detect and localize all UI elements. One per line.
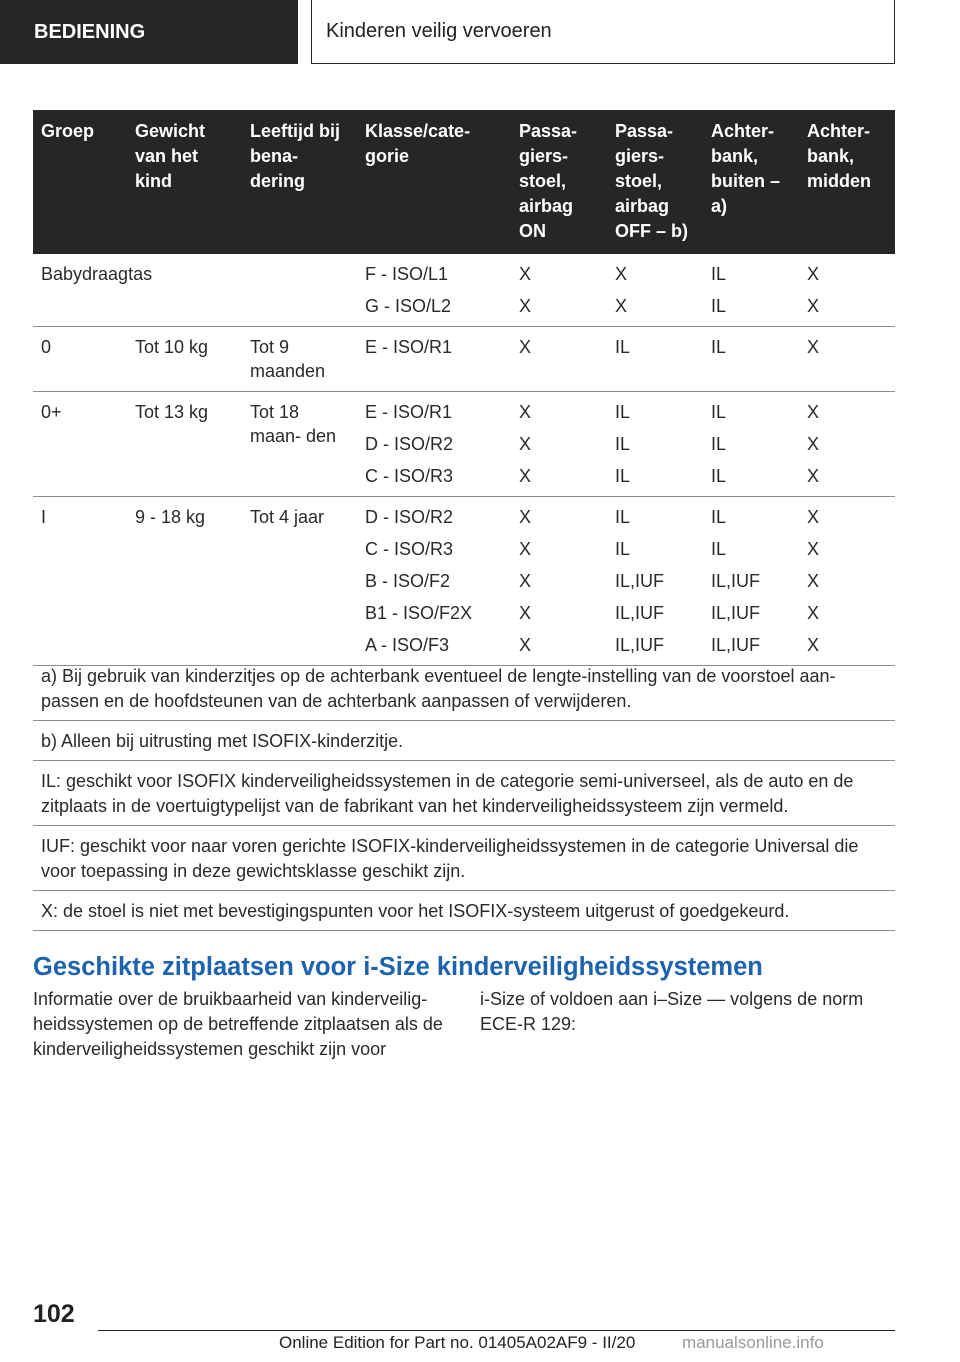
rear-outer-value: IL xyxy=(711,296,727,316)
note-iuf: IUF: geschikt voor naar voren gerichte ISOFIX-kinderveiligheidssystemen in de categorie Universal die voor toepassing in deze gewichtsklasse geschikt zijn. xyxy=(33,826,895,891)
airbag-on-value: X xyxy=(519,337,532,357)
footer-edition: Online Edition for Part no. 01405A02AF9 - II/20 xyxy=(279,1333,636,1352)
airbag-off-value: IL,IUF xyxy=(615,635,665,655)
section-tab xyxy=(0,0,298,64)
rear-outer-value: IL xyxy=(711,264,727,284)
rear-middle-value: X xyxy=(807,635,820,655)
weight-cell: Tot 13 kg xyxy=(127,392,242,497)
rear-outer-cell xyxy=(703,327,799,392)
footer-watermark: manualsonline.info xyxy=(682,1333,824,1352)
rear-middle-cell xyxy=(799,392,895,497)
table-row xyxy=(33,254,895,327)
airbag-on-cell xyxy=(511,497,607,666)
airbag-on-value: X xyxy=(519,571,532,591)
rear-outer-value: IL,IUF xyxy=(711,603,761,623)
rear-outer-value: IL,IUF xyxy=(711,635,761,655)
airbag-on-value: X xyxy=(519,507,532,527)
airbag-off-cell xyxy=(607,497,703,666)
age-cell: Tot 4 jaar xyxy=(242,497,357,666)
age-cell: Tot 9 maanden xyxy=(242,327,357,392)
group-cell: 0 xyxy=(33,327,127,392)
class-value: D - ISO/R2 xyxy=(365,507,454,527)
table-notes xyxy=(33,656,895,931)
class-cell xyxy=(357,327,511,392)
isofix-table xyxy=(33,110,895,666)
class-cell xyxy=(357,497,511,666)
airbag-off-cell xyxy=(607,327,703,392)
rear-middle-value: X xyxy=(807,507,820,527)
group-cell: I xyxy=(33,497,127,666)
column-header: Passa- giers- stoel, airbag ON xyxy=(511,110,607,254)
note-il: IL: geschikt voor ISOFIX kinderveiligheidssystemen in de categorie semi-universeel, als de auto en de zitplaats in de voertuigtypelijst van de fabrikant van het kinderveiligheidssysteem zijn vermeld. xyxy=(33,761,895,826)
airbag-off-value: X xyxy=(615,264,628,284)
airbag-on-value: X xyxy=(519,296,532,316)
rear-outer-value: IL xyxy=(711,507,727,527)
airbag-off-value: IL xyxy=(615,539,631,559)
page-number: 102 xyxy=(33,1300,75,1328)
airbag-off-cell xyxy=(607,254,703,327)
airbag-on-value: X xyxy=(519,539,532,559)
airbag-on-cell xyxy=(511,392,607,497)
airbag-on-value: X xyxy=(519,466,532,486)
table-row xyxy=(33,327,895,392)
airbag-off-value: IL xyxy=(615,402,631,422)
class-value: B - ISO/F2 xyxy=(365,571,451,591)
rear-outer-value: IL,IUF xyxy=(711,571,761,591)
airbag-off-value: IL xyxy=(615,466,631,486)
group-cell: Babydraagtas xyxy=(33,254,357,327)
rear-outer-value: IL xyxy=(711,466,727,486)
airbag-off-value: IL,IUF xyxy=(615,571,665,591)
rear-outer-cell xyxy=(703,392,799,497)
class-cell xyxy=(357,392,511,497)
airbag-off-value: IL xyxy=(615,434,631,454)
table-row xyxy=(33,392,895,497)
column-header: Achter- bank, buiten – a) xyxy=(703,110,799,254)
airbag-off-value: IL xyxy=(615,507,631,527)
rear-middle-cell xyxy=(799,254,895,327)
column-header: Gewicht van het kind xyxy=(127,110,242,254)
airbag-on-value: X xyxy=(519,635,532,655)
column-header: Passa- giers- stoel, airbag OFF – b) xyxy=(607,110,703,254)
rear-middle-value: X xyxy=(807,337,820,357)
rear-outer-cell xyxy=(703,497,799,666)
weight-cell: 9 - 18 kg xyxy=(127,497,242,666)
airbag-off-value: IL,IUF xyxy=(615,603,665,623)
class-value: F - ISO/L1 xyxy=(365,264,449,284)
airbag-off-cell xyxy=(607,392,703,497)
column-header: Achter- bank, midden xyxy=(799,110,895,254)
class-value: A - ISO/F3 xyxy=(365,635,450,655)
group-cell: 0+ xyxy=(33,392,127,497)
rear-middle-value: X xyxy=(807,539,820,559)
note-a: a) Bij gebruik van kinderzitjes op de achterbank eventueel de lengte-instelling van de voorstoel aan- passen en de hoofdsteunen van de achterbank aanpassen of verwijderen. xyxy=(33,656,895,721)
section-label: BEDIENING xyxy=(34,20,146,43)
airbag-off-value: X xyxy=(615,296,628,316)
rear-middle-value: X xyxy=(807,434,820,454)
footer-divider xyxy=(98,1330,895,1331)
rear-middle-cell xyxy=(799,497,895,666)
body-text-right: i-Size of voldoen aan i–Size — volgens de norm ECE-R 129: xyxy=(480,989,864,1034)
body-text-left: Informatie over de bruikbaarheid van kinderveilig- heidssystemen op de betreffende zitplaatsen als de kinderveiligheidssystemen geschikt zijn voor xyxy=(33,989,443,1059)
rear-middle-value: X xyxy=(807,603,820,623)
airbag-on-value: X xyxy=(519,402,532,422)
note-b: b) Alleen bij uitrusting met ISOFIX-kinderzitje. xyxy=(33,721,895,761)
age-cell: Tot 18 maan- den xyxy=(242,392,357,497)
rear-middle-value: X xyxy=(807,466,820,486)
rear-middle-value: X xyxy=(807,402,820,422)
airbag-on-cell xyxy=(511,327,607,392)
rear-middle-value: X xyxy=(807,296,820,316)
rear-outer-value: IL xyxy=(711,402,727,422)
airbag-on-value: X xyxy=(519,264,532,284)
rear-middle-cell xyxy=(799,327,895,392)
chapter-header xyxy=(311,0,895,64)
table-row xyxy=(33,497,895,666)
section-heading: Geschikte zitplaatsen voor i-Size kinderveiligheidssystemen xyxy=(33,953,763,981)
column-header: Klasse/cate- gorie xyxy=(357,110,511,254)
note-x: X: de stoel is niet met bevestigingspunten voor het ISOFIX-systeem uitgerust of goedgekeurd. xyxy=(33,891,895,931)
class-value: E - ISO/R1 xyxy=(365,337,453,357)
class-cell xyxy=(357,254,511,327)
column-header: Leeftijd bij bena- dering xyxy=(242,110,357,254)
rear-middle-value: X xyxy=(807,264,820,284)
rear-outer-cell xyxy=(703,254,799,327)
rear-outer-value: IL xyxy=(711,539,727,559)
chapter-title: Kinderen veilig vervoeren xyxy=(326,20,552,42)
rear-outer-value: IL xyxy=(711,337,727,357)
class-value: C - ISO/R3 xyxy=(365,466,454,486)
rear-outer-value: IL xyxy=(711,434,727,454)
class-value: E - ISO/R1 xyxy=(365,402,453,422)
class-value: C - ISO/R3 xyxy=(365,539,454,559)
column-header: Groep xyxy=(33,110,127,254)
weight-cell: Tot 10 kg xyxy=(127,327,242,392)
airbag-off-value: IL xyxy=(615,337,631,357)
airbag-on-value: X xyxy=(519,434,532,454)
class-value: G - ISO/L2 xyxy=(365,296,452,316)
airbag-on-value: X xyxy=(519,603,532,623)
class-value: D - ISO/R2 xyxy=(365,434,454,454)
rear-middle-value: X xyxy=(807,571,820,591)
airbag-on-cell xyxy=(511,254,607,327)
class-value: B1 - ISO/F2X xyxy=(365,603,473,623)
table-header-row xyxy=(33,110,895,254)
